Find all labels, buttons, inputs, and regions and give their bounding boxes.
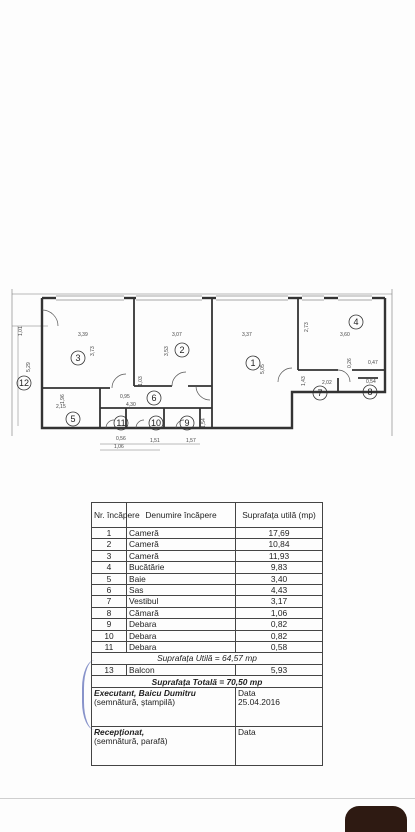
- executant-block: [92, 688, 236, 727]
- row-nr: 2: [92, 539, 127, 550]
- header-name: Denumire încăpere: [127, 503, 236, 528]
- executant-date-label: Data: [238, 688, 256, 699]
- row-nr: 9: [92, 619, 127, 630]
- receptionat-note: (semnătură, parafă): [94, 735, 168, 746]
- row-area: 5,93: [236, 664, 323, 675]
- row-nr: 4: [92, 562, 127, 573]
- dim-balcony-height: 1,96: [60, 394, 66, 404]
- row-area: 1,06: [236, 607, 323, 618]
- dim-room1-width: 3,37: [242, 332, 252, 338]
- row-area: 17,69: [236, 528, 323, 539]
- row-name: Vestibul: [127, 596, 236, 607]
- dim-room7-second: 1,43: [301, 376, 307, 386]
- row-name: Debara: [127, 619, 236, 630]
- table-row: [92, 607, 323, 618]
- row-area: 3,17: [236, 596, 323, 607]
- row-area: 0,58: [236, 642, 323, 653]
- row-nr: 6: [92, 585, 127, 596]
- table-row: [92, 642, 323, 653]
- row-name: Balcon: [127, 664, 236, 675]
- dim-bottom-b: 1,06: [114, 444, 124, 450]
- row-area: 9,83: [236, 562, 323, 573]
- dim-room4-height: 2,73: [304, 322, 310, 332]
- receptionat-date-label: Data: [238, 727, 256, 738]
- row-nr: 1: [92, 528, 127, 539]
- table-row: [92, 585, 323, 596]
- row-name: Cameră: [127, 528, 236, 539]
- row-name: Debara: [127, 642, 236, 653]
- row-nr: 10: [92, 630, 127, 641]
- row-area: 0,82: [236, 619, 323, 630]
- dim-room2-height: 3,53: [164, 346, 170, 356]
- table-row: [92, 539, 323, 550]
- room-number-11: 11: [116, 418, 126, 428]
- dim-corridor-width: 4,30: [126, 402, 136, 408]
- row-name: Sas: [127, 585, 236, 596]
- dim-room3-height: 3,73: [90, 346, 96, 356]
- dim-bottom-c: 1,51: [150, 438, 160, 444]
- floor-plan: [0, 286, 415, 456]
- table-row: [92, 550, 323, 561]
- dim-left-vertical: 5,29: [26, 362, 32, 372]
- room-number-5: 5: [70, 414, 76, 424]
- executant-title: Executant, Baicu Dumitru: [94, 688, 196, 699]
- table-row: [92, 596, 323, 607]
- receptionat-block: [92, 727, 236, 766]
- dim-baie-height: 1,54: [201, 418, 207, 428]
- dim-room3-width: 3,39: [78, 332, 88, 338]
- dim-room4-width: 3,60: [340, 332, 350, 338]
- row-nr: 3: [92, 550, 127, 561]
- table-row-balcony: [92, 664, 323, 675]
- area-table: [91, 502, 323, 766]
- table-row: [92, 528, 323, 539]
- room-number-1: 1: [250, 358, 256, 368]
- room-number-4: 4: [353, 317, 359, 327]
- header-area: Suprafața utilă (mp): [236, 503, 323, 528]
- dim-room7-width: 2,02: [322, 380, 332, 386]
- table-row: [92, 562, 323, 573]
- header-nr: Nr. încăpere: [92, 503, 127, 528]
- row-area: 0,82: [236, 630, 323, 641]
- dim-room2-width: 3,07: [172, 332, 182, 338]
- row-nr: 13: [92, 664, 127, 675]
- executant-date-cell: [236, 688, 323, 727]
- row-nr: 8: [92, 607, 127, 618]
- executant-note: (semnătură, ștampilă): [94, 696, 175, 707]
- row-nr: 11: [92, 642, 127, 653]
- dim-room8-b: 0,47: [368, 360, 378, 366]
- dim-room1-height: 5,05: [260, 364, 266, 374]
- dim-sas-height: 1,03: [138, 376, 144, 386]
- table-row: [92, 573, 323, 584]
- room-number-7: 7: [317, 388, 323, 398]
- row-name: Cămară: [127, 607, 236, 618]
- table-row: [92, 630, 323, 641]
- dim-bottom-a: 0,56: [116, 436, 126, 442]
- dim-bottom-d: 1,57: [186, 438, 196, 444]
- corner-shape: [345, 806, 407, 832]
- row-nr: 5: [92, 573, 127, 584]
- dim-left-top: 1,01: [18, 326, 24, 336]
- row-name: Cameră: [127, 550, 236, 561]
- row-name: Bucătărie: [127, 562, 236, 573]
- grand-total-area: Suprafața Totală = 70,50 mp: [92, 676, 323, 688]
- room-number-9: 9: [184, 418, 190, 428]
- room-number-2: 2: [179, 345, 185, 355]
- row-name: Debara: [127, 630, 236, 641]
- receptionat-date-cell: [236, 727, 323, 766]
- room-number-12: 12: [18, 378, 30, 388]
- dim-room8-c: 0,54: [366, 379, 376, 385]
- row-area: 4,43: [236, 585, 323, 596]
- room-number-6: 6: [151, 393, 157, 403]
- table-row: [92, 619, 323, 630]
- dim-balcony-width: 2,15: [56, 404, 66, 410]
- row-name: Cameră: [127, 539, 236, 550]
- dim-sas-width: 0,95: [120, 394, 130, 400]
- room-number-10: 10: [150, 418, 162, 428]
- row-name: Baie: [127, 573, 236, 584]
- useful-area-total: Suprafața Utilă = 64,57 mp: [92, 653, 323, 664]
- receptionat-title: Recepționat,: [94, 727, 145, 738]
- row-area: 10,84: [236, 539, 323, 550]
- row-area: 3,40: [236, 573, 323, 584]
- room-number-3: 3: [75, 353, 81, 363]
- row-area: 11,93: [236, 550, 323, 561]
- row-nr: 7: [92, 596, 127, 607]
- room-number-8: 8: [367, 387, 373, 397]
- dim-room8-a: 0,26: [347, 358, 353, 368]
- page-edge: [0, 798, 415, 799]
- executant-date: 25.04.2016: [238, 696, 280, 707]
